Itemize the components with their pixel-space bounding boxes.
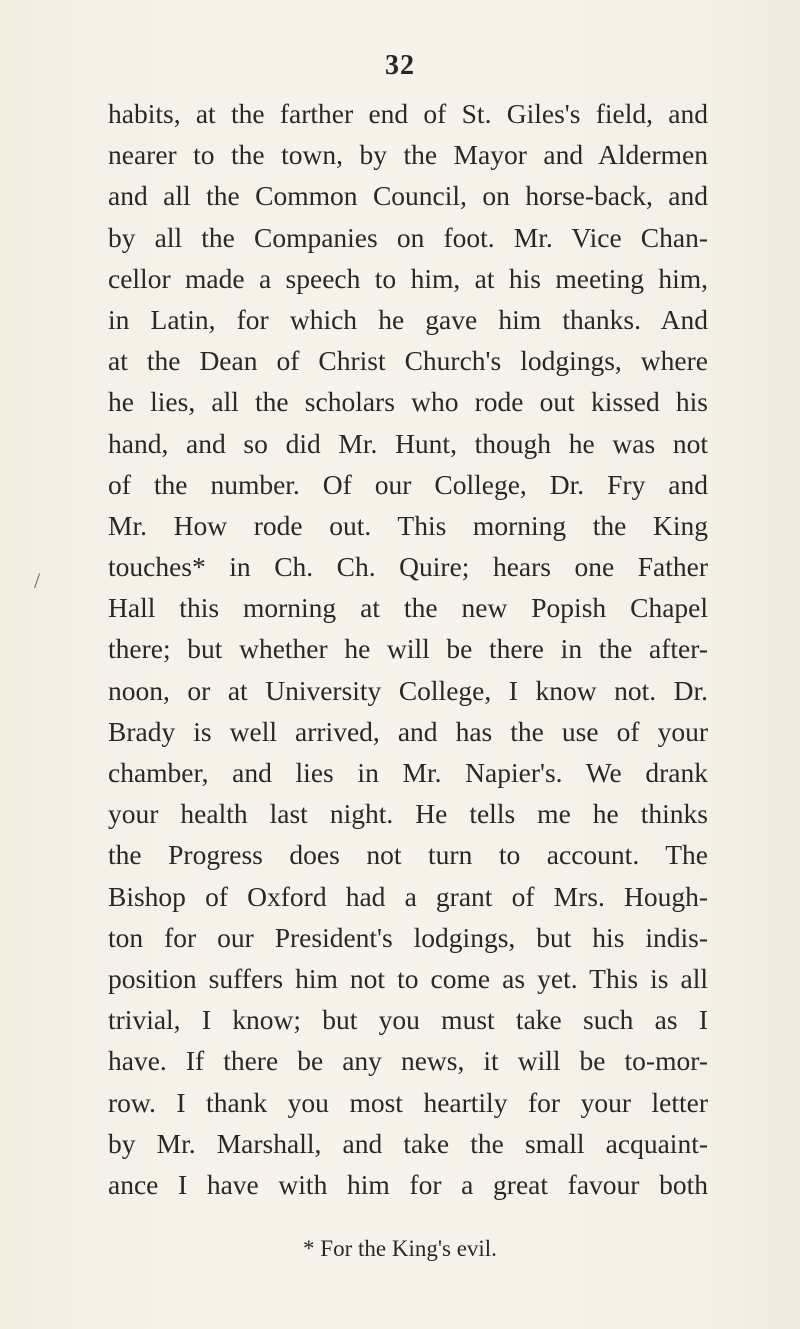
text-line: cellor made a speech to him, at his meeting him, bbox=[108, 262, 708, 294]
text-line: your health last night. He tells me he thinks bbox=[108, 798, 708, 830]
text-line: row. I thank you most heartily for your letter bbox=[108, 1086, 708, 1118]
text-line: Brady is well arrived, and has the use of your bbox=[108, 715, 708, 747]
text-line: Hall this morning at the new Popish Chapel bbox=[108, 592, 708, 624]
text-line: in Latin, for which he gave him thanks. And bbox=[108, 303, 708, 335]
text-line: he lies, all the scholars who rode out kissed his bbox=[108, 386, 708, 418]
text-line: chamber, and lies in Mr. Napier's. We drank bbox=[108, 757, 708, 788]
footnote: * For the King's evil. bbox=[303, 1236, 497, 1261]
text-line: and all the Common Council, on horse-back, and bbox=[108, 180, 708, 212]
body-text bbox=[108, 93, 708, 1205]
page-number: 32 bbox=[385, 50, 415, 81]
text-line: by Mr. Marshall, and take the small acquaint- bbox=[108, 1127, 708, 1159]
text-line: noon, or at University College, I know not. Dr. bbox=[108, 674, 708, 706]
text-line: there; but whether he will be there in the after- bbox=[108, 633, 708, 665]
text-line: Mr. How rode out. This morning the King bbox=[108, 509, 708, 541]
text-line: habits, at the farther end of St. Giles's field, and bbox=[108, 98, 708, 129]
text-line: at the Dean of Christ Church's lodgings, where bbox=[108, 345, 708, 377]
text-line: touches* in Ch. Ch. Quire; hears one Father bbox=[108, 551, 708, 583]
text-line: have. If there be any news, it will be to-mor- bbox=[108, 1045, 708, 1077]
text-line: hand, and so did Mr. Hunt, though he was not bbox=[108, 427, 708, 459]
text-line: nearer to the town, by the Mayor and Aldermen bbox=[108, 139, 708, 171]
text-line: position suffers him not to come as yet. This is all bbox=[108, 962, 708, 994]
margin-mark: / bbox=[34, 568, 41, 593]
text-line: by all the Companies on foot. Mr. Vice Chan- bbox=[108, 221, 708, 253]
text-line: trivial, I know; but you must take such as I bbox=[108, 1004, 708, 1036]
text-line: of the number. Of our College, Dr. Fry and bbox=[108, 468, 708, 500]
text-line: ance I have with him for a great favour both bbox=[108, 1168, 708, 1200]
text-line: ton for our President's lodgings, but his indis- bbox=[108, 921, 708, 953]
text-line: the Progress does not turn to account. The bbox=[108, 839, 708, 871]
text-line: Bishop of Oxford had a grant of Mrs. Hough- bbox=[108, 880, 708, 912]
